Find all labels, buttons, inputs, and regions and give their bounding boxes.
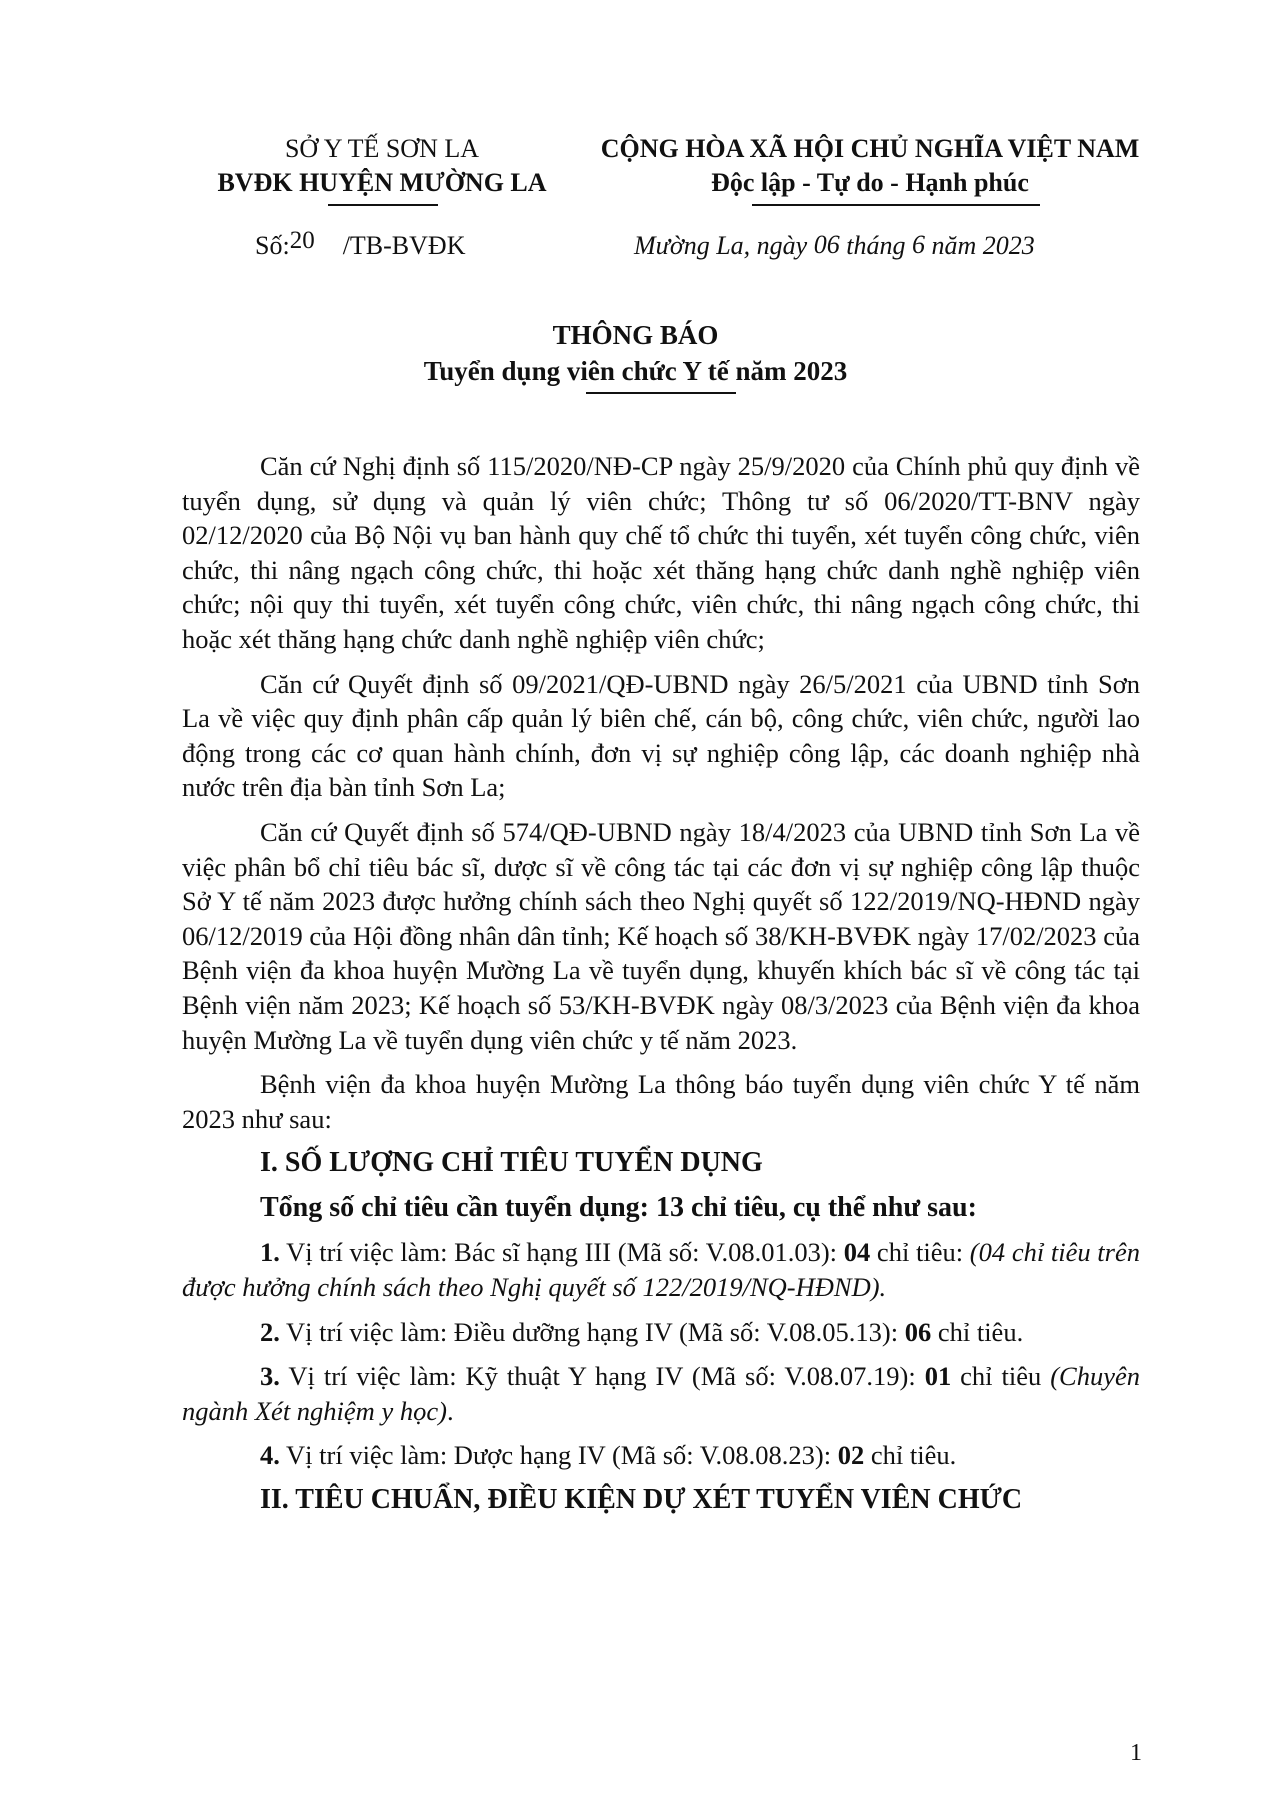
date-month: 6 bbox=[911, 230, 925, 259]
document-subtitle: Tuyển dụng viên chức Y tế năm 2023 bbox=[423, 356, 848, 386]
document-date bbox=[634, 229, 1035, 263]
reference-number: 20 bbox=[289, 227, 315, 254]
document-reference bbox=[255, 229, 465, 264]
hospital-name: BVĐK HUYỆN MƯỜNG LA bbox=[217, 168, 547, 197]
document-body bbox=[182, 449, 1140, 1528]
section-2-heading: II. TIÊU CHUẨN, ĐIỀU KIỆN DỰ XÉT TUYỂN VIÊN CHỨC bbox=[260, 1484, 1023, 1516]
date-year: năm 2023 bbox=[931, 231, 1035, 260]
list-item: 3. Vị trí việc làm: Kỹ thuật Y hạng IV (Mã số: V.08.07.19): 01 chỉ tiêu (Chuyên ngành Xét nghiệm y học). bbox=[182, 1361, 1140, 1426]
paragraph-legal-basis-3: Căn cứ Quyết định số 574/QĐ-UBND ngày 18/4/2023 của UBND tỉnh Sơn La về việc phân bổ chỉ tiêu bác sĩ, dược sĩ về công tác tại các đơn vị sự nghiệp công lập thuộc Sở Y tế năm 2023 được hưởng chính sách theo Nghị quyết số 122/2019/NQ-HĐND ngày 06/12/2019 của Hội đồng nhân dân tỉnh; Kế hoạch số 38/KH-BVĐK ngày 17/02/2023 của Bệnh viện đa khoa huyện Mường La về tuyển dụng, khuyến khích bác sĩ về công tác tại Bệnh viện năm 2023; Kế hoạch số 53/KH-BVĐK ngày 08/3/2023 của Bệnh viện đa khoa huyện Mường La về tuyển dụng viên chức y tế năm 2023. bbox=[182, 816, 1140, 1055]
list-item: 2. Vị trí việc làm: Điều dưỡng hạng IV (Mã số: V.08.05.13): 06 chỉ tiêu. bbox=[260, 1316, 1024, 1347]
paragraph-legal-basis-1: Căn cứ Nghị định số 115/2020/NĐ-CP ngày 25/9/2020 của Chính phủ quy định về tuyển dụng, sử dụng và quản lý viên chức; Thông tư số 06/2020/TT-BNV ngày 02/12/2020 của Bộ Nội vụ ban hành quy chế tổ chức thi tuyển, xét tuyển công chức, viên chức, thi nâng ngạch công chức, thi hoặc xét thăng hạng chức danh nghề nghiệp viên chức; nội quy thi tuyển, xét tuyển công chức, viên chức, thi nâng ngạch công chức, thi hoặc xét thăng hạng chức danh nghề nghiệp viên chức; bbox=[182, 451, 1140, 654]
motto-underline bbox=[752, 204, 1040, 206]
list-item: 4. Vị trí việc làm: Dược hạng IV (Mã số: V.08.08.23): 02 chỉ tiêu. bbox=[260, 1440, 957, 1471]
issuer-block bbox=[196, 132, 568, 200]
section-1-heading: I. SỐ LƯỢNG CHỈ TIÊU TUYỂN DỤNG bbox=[260, 1147, 763, 1179]
document-title: THÔNG BÁO bbox=[552, 320, 719, 350]
country-name: CỘNG HÒA XÃ HỘI CHỦ NGHĨA VIỆT NAM bbox=[600, 134, 1140, 163]
date-month-label: tháng bbox=[846, 231, 906, 260]
reference-suffix: /TB-BVĐK bbox=[342, 231, 466, 260]
page-number: 1 bbox=[1130, 1740, 1142, 1766]
department-name: SỞ Y TẾ SƠN LA bbox=[284, 134, 480, 163]
section-1-subheading: Tổng số chỉ tiêu cần tuyển dụng: 13 chỉ tiêu, cụ thể như sau: bbox=[260, 1191, 977, 1223]
paragraph-announcement: Bệnh viện đa khoa huyện Mường La thông báo tuyển dụng viên chức Y tế năm 2023 như sau: bbox=[182, 1069, 1140, 1134]
date-day: 06 bbox=[813, 230, 840, 259]
national-motto-block bbox=[572, 132, 1168, 200]
date-place: Mường La, ngày bbox=[634, 231, 808, 260]
reference-prefix: Số: bbox=[255, 231, 290, 260]
paragraph-legal-basis-2: Căn cứ Quyết định số 09/2021/QĐ-UBND ngày 26/5/2021 của UBND tỉnh Sơn La về việc quy định phân cấp quản lý biên chế, cán bộ, công chức, viên chức, người lao động trong các cơ quan hành chính, đơn vị sự nghiệp công lập, các doanh nghiệp nhà nước trên địa bàn tỉnh Sơn La; bbox=[182, 668, 1140, 803]
title-underline bbox=[586, 392, 736, 394]
list-item: 1. Vị trí việc làm: Bác sĩ hạng III (Mã số: V.08.01.03): 04 chỉ tiêu: (04 chỉ tiêu trên được hưởng chính sách theo Nghị quyết số 122/2019/NQ-HĐND). bbox=[182, 1237, 1140, 1303]
issuer-underline bbox=[328, 204, 438, 206]
motto: Độc lập - Tự do - Hạnh phúc bbox=[711, 168, 1029, 197]
